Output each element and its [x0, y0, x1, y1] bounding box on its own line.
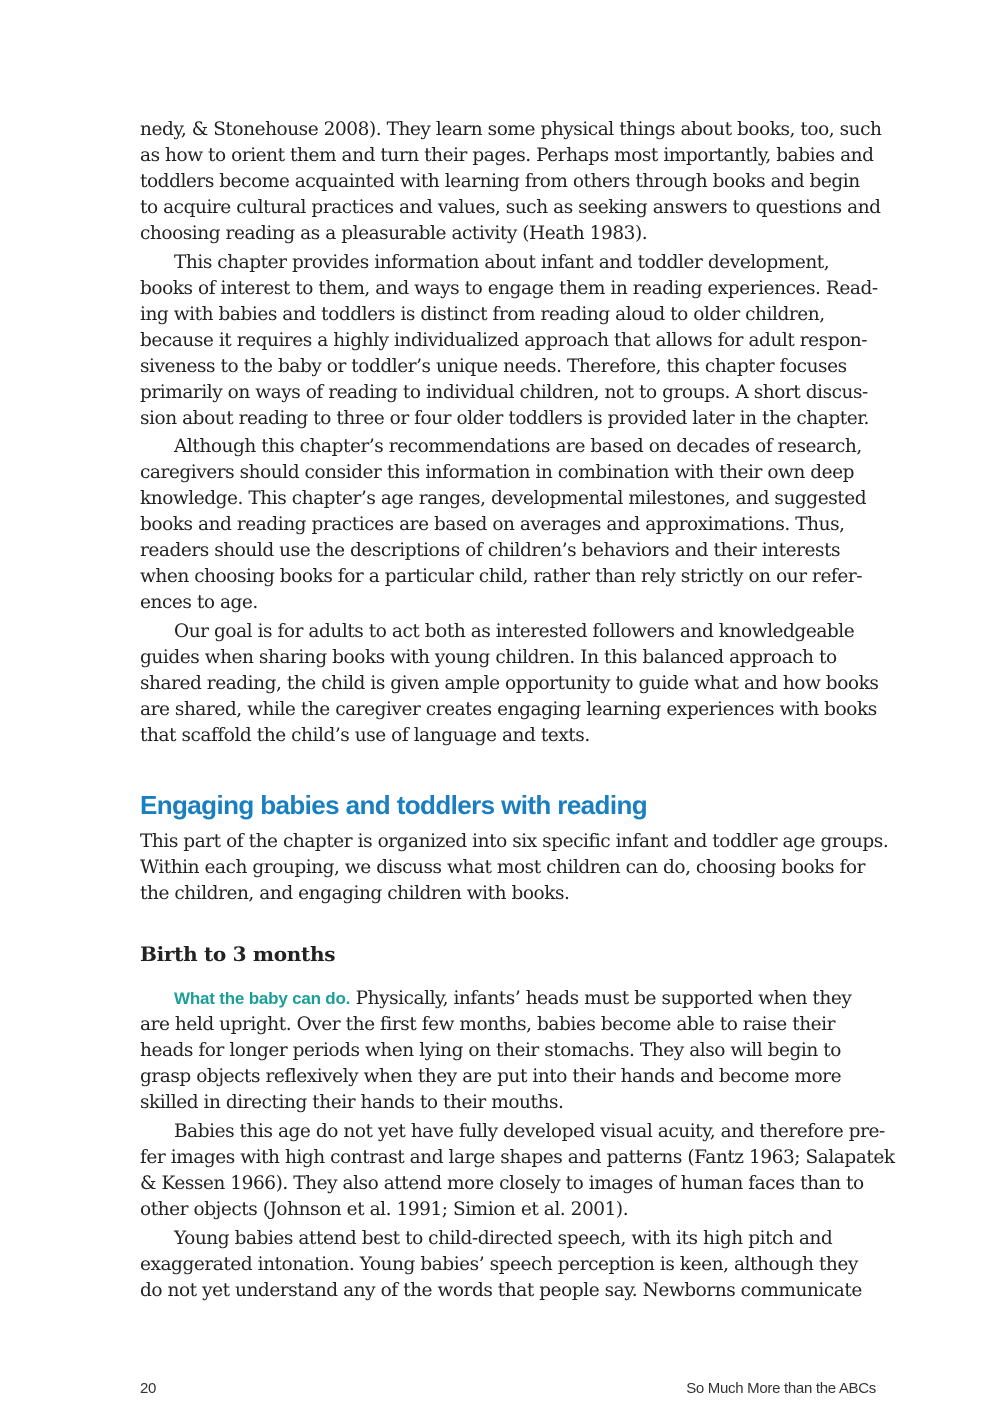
body-text-line: are held upright. Over the first few months, babies become able to raise their	[140, 1014, 836, 1035]
body-text-line: Babies this age do not yet have fully developed visual acuity, and therefore pre-	[174, 1121, 885, 1142]
body-text-line: books and reading practices are based on averages and approximations. Thus,	[140, 514, 845, 535]
subsection-heading: Birth to 3 months	[140, 942, 336, 966]
body-text-line: guides when sharing books with young children. In this balanced approach to	[140, 647, 837, 668]
body-text-line: & Kessen 1966). They also attend more closely to images of human faces than to	[140, 1173, 864, 1194]
body-text-line: choosing reading as a pleasurable activity (Heath 1983).	[140, 223, 648, 244]
body-text-line: primarily on ways of reading to individual children, not to groups. A short discus-	[140, 382, 868, 403]
body-text-line: are shared, while the caregiver creates engaging learning experiences with books	[140, 699, 877, 720]
body-text-line: ences to age.	[140, 592, 258, 613]
body-text-line: This part of the chapter is organized into six specific infant and toddler age groups.	[140, 831, 889, 852]
body-text-line: knowledge. This chapter’s age ranges, developmental milestones, and suggested	[140, 488, 867, 509]
body-text-line	[174, 986, 851, 1012]
body-text-line: Although this chapter’s recommendations are based on decades of research,	[174, 436, 862, 457]
body-text-line: caregivers should consider this information in combination with their own deep	[140, 462, 855, 483]
body-text-line: as how to orient them and turn their pages. Perhaps most importantly, babies and	[140, 145, 874, 166]
body-text-line: when choosing books for a particular child, rather than rely strictly on our refer-	[140, 566, 863, 587]
running-footer-title: So Much More than the ABCs	[686, 1380, 876, 1397]
body-text-line: other objects (Johnson et al. 1991; Simion et al. 2001).	[140, 1199, 629, 1220]
body-text-line: heads for longer periods when lying on their stomachs. They also will begin to	[140, 1040, 841, 1061]
body-text-line: ing with babies and toddlers is distinct from reading aloud to older children,	[140, 304, 825, 325]
body-text-fragment: Physically, infants’ heads must be supported when they	[350, 988, 852, 1009]
body-text-line: the children, and engaging children with books.	[140, 883, 570, 904]
body-text-line: grasp objects reflexively when they are put into their hands and become more	[140, 1066, 842, 1087]
body-text-line: that scaffold the child’s use of language and texts.	[140, 725, 590, 746]
body-text-line: exaggerated intonation. Young babies’ speech perception is keen, although they	[140, 1254, 858, 1275]
body-text-line: because it requires a highly individualized approach that allows for adult respon-	[140, 330, 868, 351]
body-text-line: siveness to the baby or toddler’s unique needs. Therefore, this chapter focuses	[140, 356, 847, 377]
section-heading: Engaging babies and toddlers with reading	[140, 790, 648, 820]
body-text-line: sion about reading to three or four older toddlers is provided later in the chapter.	[140, 408, 869, 429]
run-in-heading: What the baby can do.	[174, 989, 351, 1008]
body-text-line: nedy, & Stonehouse 2008). They learn some physical things about books, too, such	[140, 119, 882, 140]
body-text-line: fer images with high contrast and large shapes and patterns (Fantz 1963; Salapatek	[140, 1147, 895, 1168]
body-text-line: This chapter provides information about infant and toddler development,	[174, 252, 830, 273]
page-number: 20	[140, 1380, 157, 1397]
body-text-line: Within each grouping, we discuss what most children can do, choosing books for	[140, 857, 865, 878]
body-text-line: toddlers become acquainted with learning from others through books and begin	[140, 171, 860, 192]
body-text-line: do not yet understand any of the words that people say. Newborns communicate	[140, 1280, 862, 1301]
body-text-line: Our goal is for adults to act both as interested followers and knowledgeable	[174, 621, 855, 642]
body-text-line: readers should use the descriptions of children’s behaviors and their interests	[140, 540, 841, 561]
body-text-line: Young babies attend best to child-directed speech, with its high pitch and	[174, 1228, 833, 1249]
body-text-line: to acquire cultural practices and values, such as seeking answers to questions and	[140, 197, 881, 218]
body-text-line: books of interest to them, and ways to engage them in reading experiences. Read-	[140, 278, 878, 299]
body-text-line: skilled in directing their hands to their mouths.	[140, 1092, 564, 1113]
body-text-line: shared reading, the child is given ample opportunity to guide what and how books	[140, 673, 879, 694]
